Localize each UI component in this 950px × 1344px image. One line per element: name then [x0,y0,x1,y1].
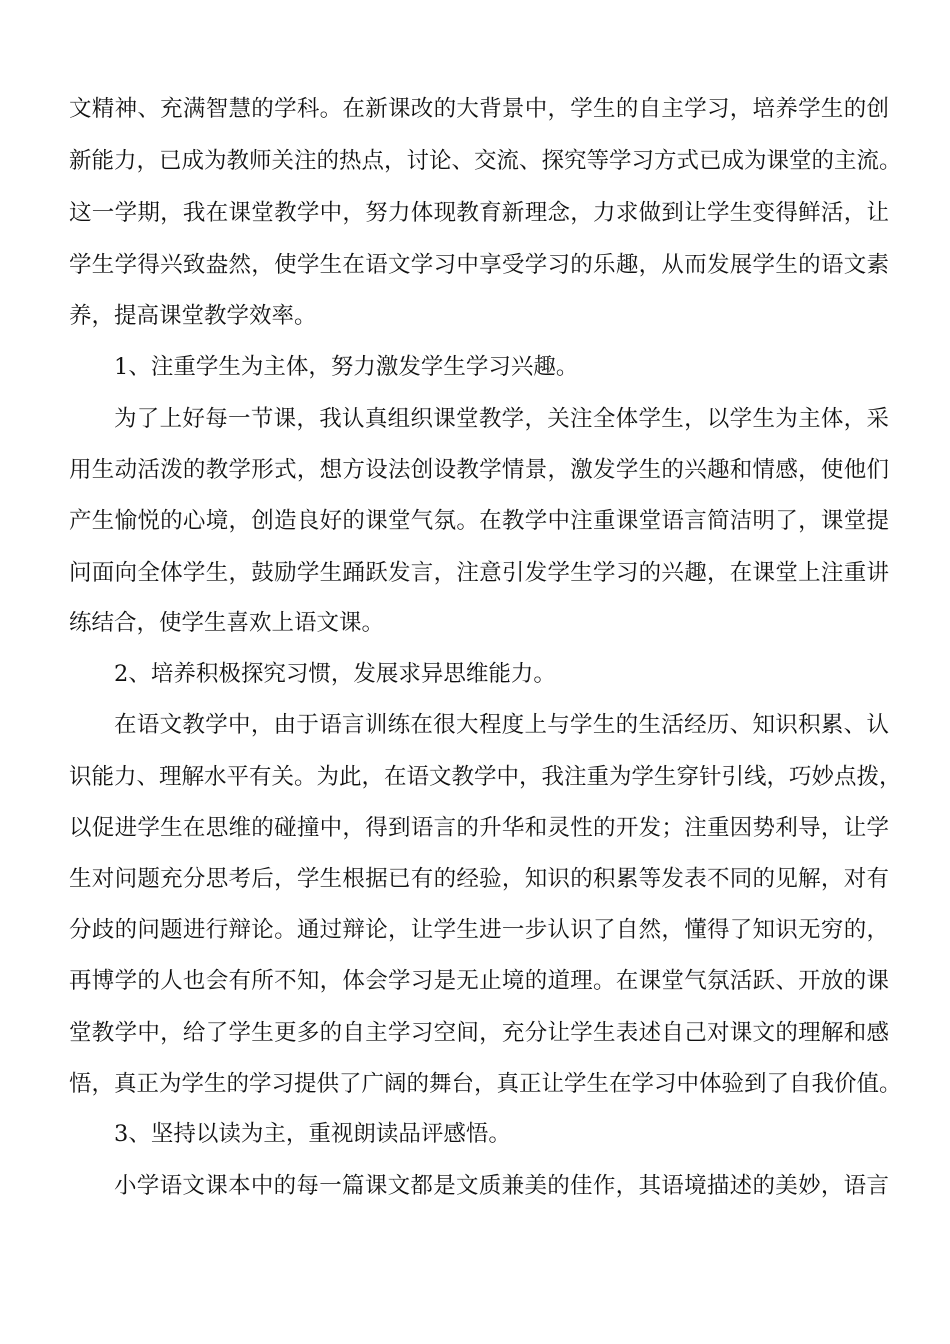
section-heading: 2、培养积极探究习惯，发展求异思维能力。 [114,661,556,687]
text-line: 再博学的人也会有所不知，体会学习是无止境的道理。在课堂气氛活跃、开放的课 [69,968,889,994]
text-line: 以促进学生在思维的碰撞中，得到语言的升华和灵性的开发；注重因势利导，让学 [69,815,889,841]
text-line: 小学语文课本中的每一篇课文都是文质兼美的佳作，其语境描述的美妙，语言 [114,1173,889,1199]
text-line: 分歧的问题进行辩论。通过辩论，让学生进一步认识了自然，懂得了知识无穷的， [69,917,889,943]
text-line: 养，提高课堂教学效率。 [69,303,317,329]
text-line: 新能力，已成为教师关注的热点，讨论、交流、探究等学习方式已成为课堂的主流。 [69,148,902,174]
text-line: 识能力、理解水平有关。为此，在语文教学中，我注重为学生穿针引线，巧妙点拨， [69,764,902,790]
text-line: 学生学得兴致盎然，使学生在语文学习中享受学习的乐趣，从而发展学生的语文素 [69,252,889,278]
text-line: 悟，真正为学生的学习提供了广阔的舞台，真正让学生在学习中体验到了自我价值。 [69,1071,902,1097]
text-line: 堂教学中，给了学生更多的自主学习空间，充分让学生表述自己对课文的理解和感 [69,1020,889,1046]
text-line: 问面向全体学生，鼓励学生踊跃发言，注意引发学生学习的兴趣，在课堂上注重讲 [69,560,889,586]
text-line: 文精神、充满智慧的学科。在新课改的大背景中，学生的自主学习，培养学生的创 [69,96,889,122]
text-line: 生对问题充分思考后，学生根据已有的经验，知识的积累等发表不同的见解，对有 [69,866,889,892]
text-line: 为了上好每一节课，我认真组织课堂教学，关注全体学生，以学生为主体，采 [114,406,889,432]
text-line: 这一学期，我在课堂教学中，努力体现教育新理念，力求做到让学生变得鲜活，让 [69,200,889,226]
text-line: 用生动活泼的教学形式，想方设法创设教学情景，激发学生的兴趣和情感，使他们 [69,457,889,483]
text-line: 产生愉悦的心境，创造良好的课堂气氛。在教学中注重课堂语言简洁明了，课堂提 [69,508,889,534]
section-heading: 3、坚持以读为主，重视朗读品评感悟。 [114,1121,511,1147]
text-line: 在语文教学中，由于语言训练在很大程度上与学生的生活经历、知识积累、认 [114,712,889,738]
text-line: 练结合，使学生喜欢上语文课。 [69,610,385,636]
section-heading: 1、注重学生为主体，努力激发学生学习兴趣。 [114,354,579,380]
